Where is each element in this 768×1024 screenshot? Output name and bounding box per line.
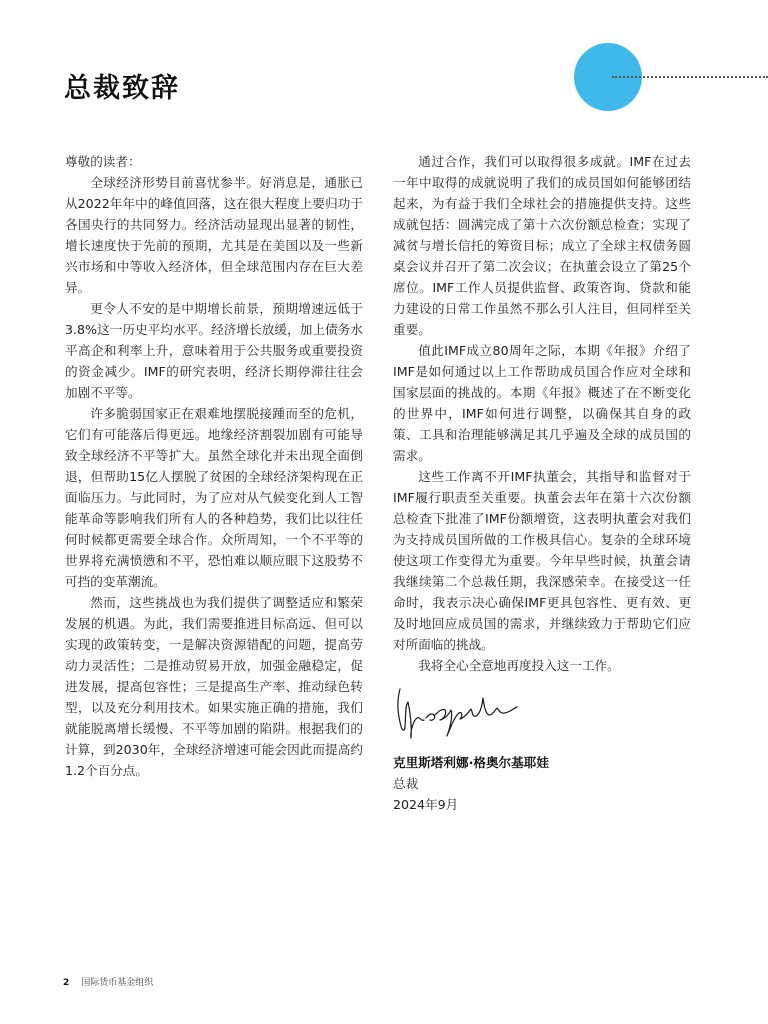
letter-paragraph: 我将全心全意地再度投入这一工作。 bbox=[418, 658, 620, 673]
handwritten-signature bbox=[393, 686, 525, 742]
signer-block bbox=[393, 752, 693, 815]
page-title: 总裁致辞 bbox=[64, 73, 180, 104]
letter-paragraph: 许多脆弱国家正在艰难地摆脱接踵而至的危机，它们有可能落后得更远。地缘经济割裂加剧有可能导致全球经济不平等扩大。虽然全球化并未出现全面倒退，但帮助15亿人摆脱了贫困的全球经济架构现在正面临压力。与此同时，为了应对从气候变化到人工智能革命等影响我们所有人的各种趋势，我们比以往任何时候都更需要全球合作。众所周知，一个不平等的世界将充满愤懑和不平，恐怕难以顺应眼下这股势不可挡的变革潮流。 bbox=[65, 406, 363, 589]
letter-paragraph: 值此IMF成立80周年之际，本期《年报》介绍了IMF是如何通过以上工作帮助成员国合作应对全球和国家层面的挑战的。本期《年报》概述了在不断变化的世界中，IMF如何进行调整，以确保其自身的政策、工具和治理能够满足其几乎遍及全球的成员国的需求。 bbox=[393, 343, 691, 463]
letter-paragraph: 然而，这些挑战也为我们提供了调整适应和繁荣发展的机遇。为此，我们需要推进目标高远、但可以实现的政策转变，一是解决资源错配的问题，提高劳动力灵活性；二是推动贸易开放，加强金融稳定，促进发展，提高包容性；三是提高生产率、推动绿色转型，以及充分利用技术。如果实施正确的措施，我们就能脱离增长缓慢、不平等加剧的陷阱。根据我们的计算，到2030年，全球经济增速可能会因此而提高约1.2个百分点。 bbox=[65, 595, 363, 778]
letter-greeting: 尊敬的读者： bbox=[65, 154, 141, 169]
page-number: 2 bbox=[63, 978, 70, 988]
signer-name: 克里斯塔利娜·格奥尔基耶娃 bbox=[393, 755, 549, 770]
letter-paragraph: 更令人不安的是中期增长前景，预期增速远低于3.8%这一历史平均水平。经济增长放缓，加上债务水平高企和利率上升，意味着用于公共服务或重要投资的资金减少。IMF的研究表明，经济长期停滞往往会加剧不平等。 bbox=[65, 301, 363, 400]
letter-paragraph: 这些工作离不开IMF执董会，其指导和监督对于IMF履行职责至关重要。执董会去年在第十六次份额总检查下批准了IMF份额增资，这表明执董会对我们为支持成员国所做的工作极具信心。复杂的全球环境使这项工作变得尤为重要。今年早些时候，执董会请我继续第二个总裁任期，我深感荣幸。在接受这一任命时，我表示决心确保IMF更具包容性、更有效、更及时地回应成员国的需求，并继续致力于帮助它们应对所面临的挑战。 bbox=[393, 469, 691, 652]
signer-position: 总裁 bbox=[393, 776, 419, 791]
letter-date: 2024年9月 bbox=[393, 797, 459, 812]
letter-column-right bbox=[393, 151, 691, 676]
decorative-dotted-line bbox=[612, 76, 768, 78]
letter-paragraph: 全球经济形势目前喜忧参半。好消息是，通胀已从2022年年中的峰值回落，这在很大程度上要归功于各国央行的共同努力。经济活动显现出显著的韧性，增长速度快于先前的预期，尤其是在美国以及一些新兴市场和中等收入经济体，但全球范围内存在巨大差异。 bbox=[65, 175, 363, 295]
page-footer bbox=[63, 977, 153, 989]
letter-paragraph: 通过合作，我们可以取得很多成就。IMF在过去一年中取得的成就说明了我们的成员国如何能够团结起来，为有益于我们全球社会的措施提供支持。这些成就包括：圆满完成了第十六次份额总检查；实现了减贫与增长信托的筹资目标；成立了全球主权债务圆桌会议并召开了第二次会议；在执董会设立了第25个席位。IMF工作人员提供监督、政策咨询、贷款和能力建设的日常工作虽然不那么引人注目，但同样至关重要。 bbox=[393, 154, 691, 337]
publication-name: 国际货币基金组织 bbox=[81, 978, 154, 988]
letter-column-left bbox=[65, 151, 363, 781]
